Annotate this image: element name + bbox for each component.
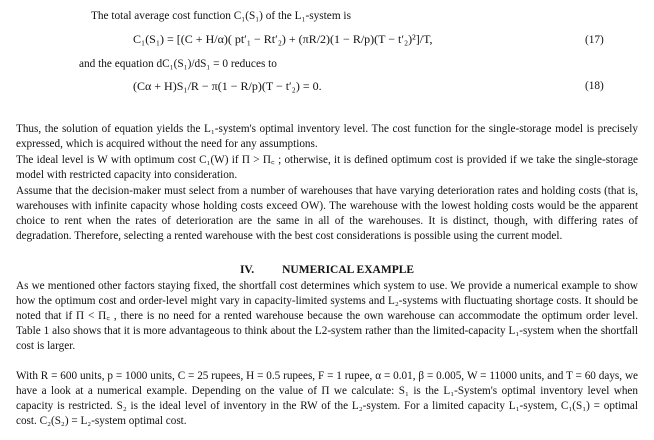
equation-17: C₁(S₁) = [(C + H/α)( pt′₁ − Rt′₂) + (πR/2)(1 − R/p)(T − t′₂)²]/T, xyxy=(133,32,433,46)
equation-18-number: (18) xyxy=(585,80,604,92)
section-title: NUMERICAL EXAMPLE xyxy=(282,264,415,276)
equation-bridge-text: and the equation dC₁(S₁)/dS₁ = 0 reduces to xyxy=(79,58,277,70)
paragraph-numerical-example: With R = 600 units, p = 1000 units, C = 25 rupees, H = 0.5 rupees, F = 1 rupee, α = 0.01, β = 0.005, W = 11000 units, and T = 60 days, we have a look at a numerical example. Depending on the value of Π we calculate: S₁ is the L₁-System's optimal inventory level when capacity is restricted. S₂ is the ideal level of inventory in the RW of the L₂-system. For a limited capacity L₁-system, C₁(S₁) = optimal cost. C₂(S₂) = L₂-system optimal cost. xyxy=(16,370,638,427)
paragraph-shortfall-cost: As we mentioned other factors staying fixed, the shortfall cost determines which system to use. We provide a numerical example to show how the optimum cost and order-level might vary in capacity-limited systems and L₂-systems with fluctuating shortage costs. It should be noted that if Π < Π꜀ , there is no need for a rented warehouse because the own warehouse can accommodate the optimum order level. Table 1 also shows that it is more advantageous to think about the L2-system rather than the limited-capacity L₁-system when the shortfall cost is larger. xyxy=(16,280,638,352)
paragraph-solution: Thus, the solution of equation yields the L₁-system's optimal inventory level. The cost function for the single-storage model is precisely expressed, which is acquired without the need for any assumptions. xyxy=(16,123,638,150)
equation-17-number: (17) xyxy=(585,34,604,46)
section-heading xyxy=(0,264,654,276)
equation-18: (Cα + H)S₁/R − π(1 − R/p)(T − t′₂) = 0. xyxy=(133,79,322,93)
paragraph-warehouse-choice: Assume that the decision-maker must select from a number of warehouses that have varying deterioration rates and holding costs (that is, warehouses with infinite capacity whose holding costs exceed OW). The warehouse with the lowest holding costs would be the apparent choice to rent when the rates of deterioration are the same in all of the warehouses. It is distinct, though, with differing rates of degradation. Therefore, selecting a rented warehouse with the best cost considerations is possible using the current model. xyxy=(16,185,638,242)
section-number: IV. xyxy=(239,264,255,276)
equation-intro-text: The total average cost function C₁(S₁) of the L₁-system is xyxy=(91,10,351,22)
paragraph-ideal-level: The ideal level is W with optimum cost C₁(W) if Π > Π꜀ ; otherwise, it is defined optimum cost is provided if we take the single-storage model with restricted capacity into consideration. xyxy=(16,154,638,181)
